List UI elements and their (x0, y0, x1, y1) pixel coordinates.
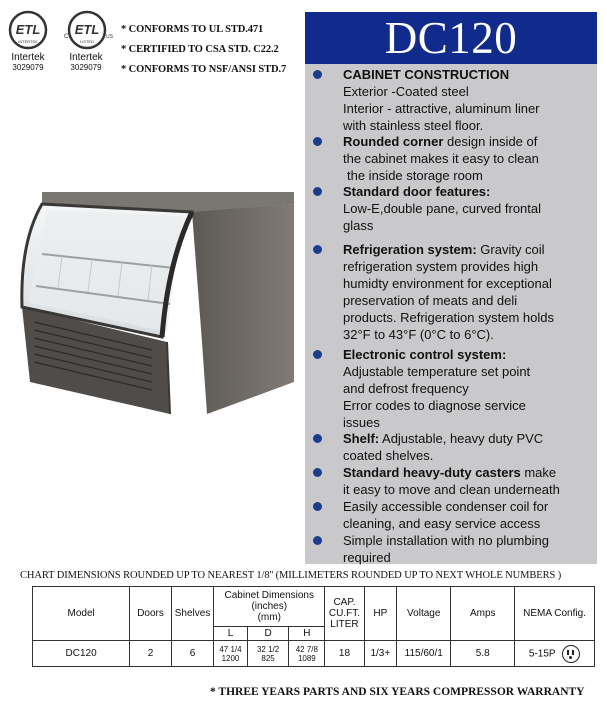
feature-line: the inside storage room (347, 168, 483, 183)
compliance-list (121, 20, 286, 80)
feature-text: Gravity coil (476, 242, 545, 257)
feature-title: Standard heavy-duty casters (343, 465, 521, 480)
feature-title: Refrigeration system: (343, 242, 477, 257)
header-shelves: Shelves (171, 587, 213, 641)
feature-line: Low-E,double pane, curved frontal (343, 201, 542, 216)
feature-line: it easy to move and clean underneath (343, 482, 560, 497)
cell-voltage: 115/60/1 (397, 641, 451, 667)
feature-line: Adjustable temperature set point (343, 364, 531, 379)
model-title-banner: DC120 (305, 12, 597, 64)
etl-mark-icon (6, 10, 50, 52)
feature-text: design inside of (443, 134, 538, 149)
cell-model: DC120 (33, 641, 130, 667)
compliance-item: * CERTIFIED TO CSA STD. C22.2 (121, 44, 279, 55)
deli-case-product-image (2, 182, 298, 422)
svg-text:US: US (106, 34, 113, 40)
bullet-icon (313, 350, 322, 359)
header-d: D (247, 627, 289, 641)
feature-line: Exterior -Coated steel (343, 84, 469, 99)
feature-line: cleaning, and easy service access (343, 516, 541, 531)
etl-c-us-listed-logo (62, 10, 113, 72)
header-voltage: Voltage (397, 587, 451, 641)
feature-line: coated shelves. (343, 448, 434, 463)
cert-number: 3029079 (70, 63, 102, 72)
header-capacity: CAP. CU.FT. LITER (325, 587, 364, 641)
bullet-icon (313, 502, 322, 511)
nema-outlet-icon (562, 645, 580, 663)
header-amps: Amps (451, 587, 515, 641)
bullet-icon (313, 468, 322, 477)
cell-length: 47 1/4 1200 (214, 641, 248, 667)
header-nema: NEMA Config. (515, 587, 595, 641)
feature-text: Simple installation with no plumbing (343, 533, 549, 548)
feature-title: CABINET CONSTRUCTION (343, 67, 510, 82)
cell-capacity: 18 (325, 641, 364, 667)
feature-line: humidty environment for exceptional (343, 276, 552, 291)
feature-line: preservation of meats and deli (343, 293, 518, 308)
compliance-item: * CONFORMS TO NSF/ANSI STD.7 (121, 64, 287, 75)
bullet-icon (313, 187, 322, 196)
svg-text:ETL: ETL (74, 22, 100, 37)
cell-height: 42 7/8 1089 (289, 641, 325, 667)
header-l: L (214, 627, 248, 641)
feature-text: Easily accessible condenser coil for (343, 499, 549, 514)
header-model: Model (33, 587, 130, 641)
feature-line: Interior - attractive, aluminum liner (343, 101, 540, 116)
feature-line: and defrost frequency (343, 381, 469, 396)
feature-text: Adjustable, heavy duty PVC (379, 431, 544, 446)
cell-depth: 32 1/2 825 (247, 641, 289, 667)
bullet-icon (313, 245, 322, 254)
feature-title: Electronic control system: (343, 347, 507, 362)
warranty-note: * THREE YEARS PARTS AND SIX YEARS COMPRESSOR WARRANTY (210, 686, 585, 698)
bullet-icon (313, 434, 322, 443)
cert-lab-name: Intertek (11, 52, 45, 63)
etl-c-us-mark-icon (62, 10, 112, 52)
compliance-item: * CONFORMS TO UL STD.471 (121, 24, 264, 35)
svg-text:ETL: ETL (15, 22, 41, 37)
spec-table (32, 586, 595, 667)
feature-line: with stainless steel floor. (343, 118, 484, 133)
feature-line: issues (343, 415, 380, 430)
cell-shelves: 6 (171, 641, 213, 667)
header-hp: HP (364, 587, 396, 641)
feature-line: required (343, 550, 391, 565)
header-h: H (289, 627, 325, 641)
cert-number: 3029079 (12, 63, 44, 72)
svg-text:LISTED: LISTED (79, 39, 95, 44)
svg-text:C: C (64, 34, 69, 40)
feature-text: make (520, 465, 557, 480)
cert-lab-name: Intertek (69, 52, 103, 63)
feature-line: the cabinet makes it easy to clean (343, 151, 539, 166)
feature-line: products. Refrigeration system holds (343, 310, 554, 325)
header-doors: Doors (130, 587, 172, 641)
bullet-icon (313, 70, 322, 79)
feature-line: glass (343, 218, 374, 233)
feature-title: Standard door features: (343, 184, 491, 199)
feature-line: refrigeration system provides high (343, 259, 539, 274)
header-cabinet-dimensions: Cabinet Dimensions (inches) (mm) (214, 587, 325, 627)
bullet-icon (313, 137, 322, 146)
feature-title: Shelf: (343, 431, 380, 446)
cell-hp: 1/3+ (364, 641, 396, 667)
table-row (33, 641, 595, 667)
bullet-icon (313, 536, 322, 545)
cell-doors: 2 (130, 641, 172, 667)
feature-line: Error codes to diagnose service (343, 398, 526, 413)
cell-amps: 5.8 (451, 641, 515, 667)
etl-intertek-listed-logo (4, 10, 52, 72)
cell-nema: 5-15P (515, 641, 595, 667)
feature-line: 32°F to 43°F (0°C to 6°C). (343, 327, 494, 342)
svg-text:INTERTEK: INTERTEK (18, 39, 38, 44)
chart-dimensions-note: CHART DIMENSIONS ROUNDED UP TO NEAREST 1/8'' (MILLIMETERS ROUNDED UP TO NEXT WHOLE NUMBERS ) (20, 570, 562, 581)
feature-title: Rounded corner (343, 134, 444, 149)
